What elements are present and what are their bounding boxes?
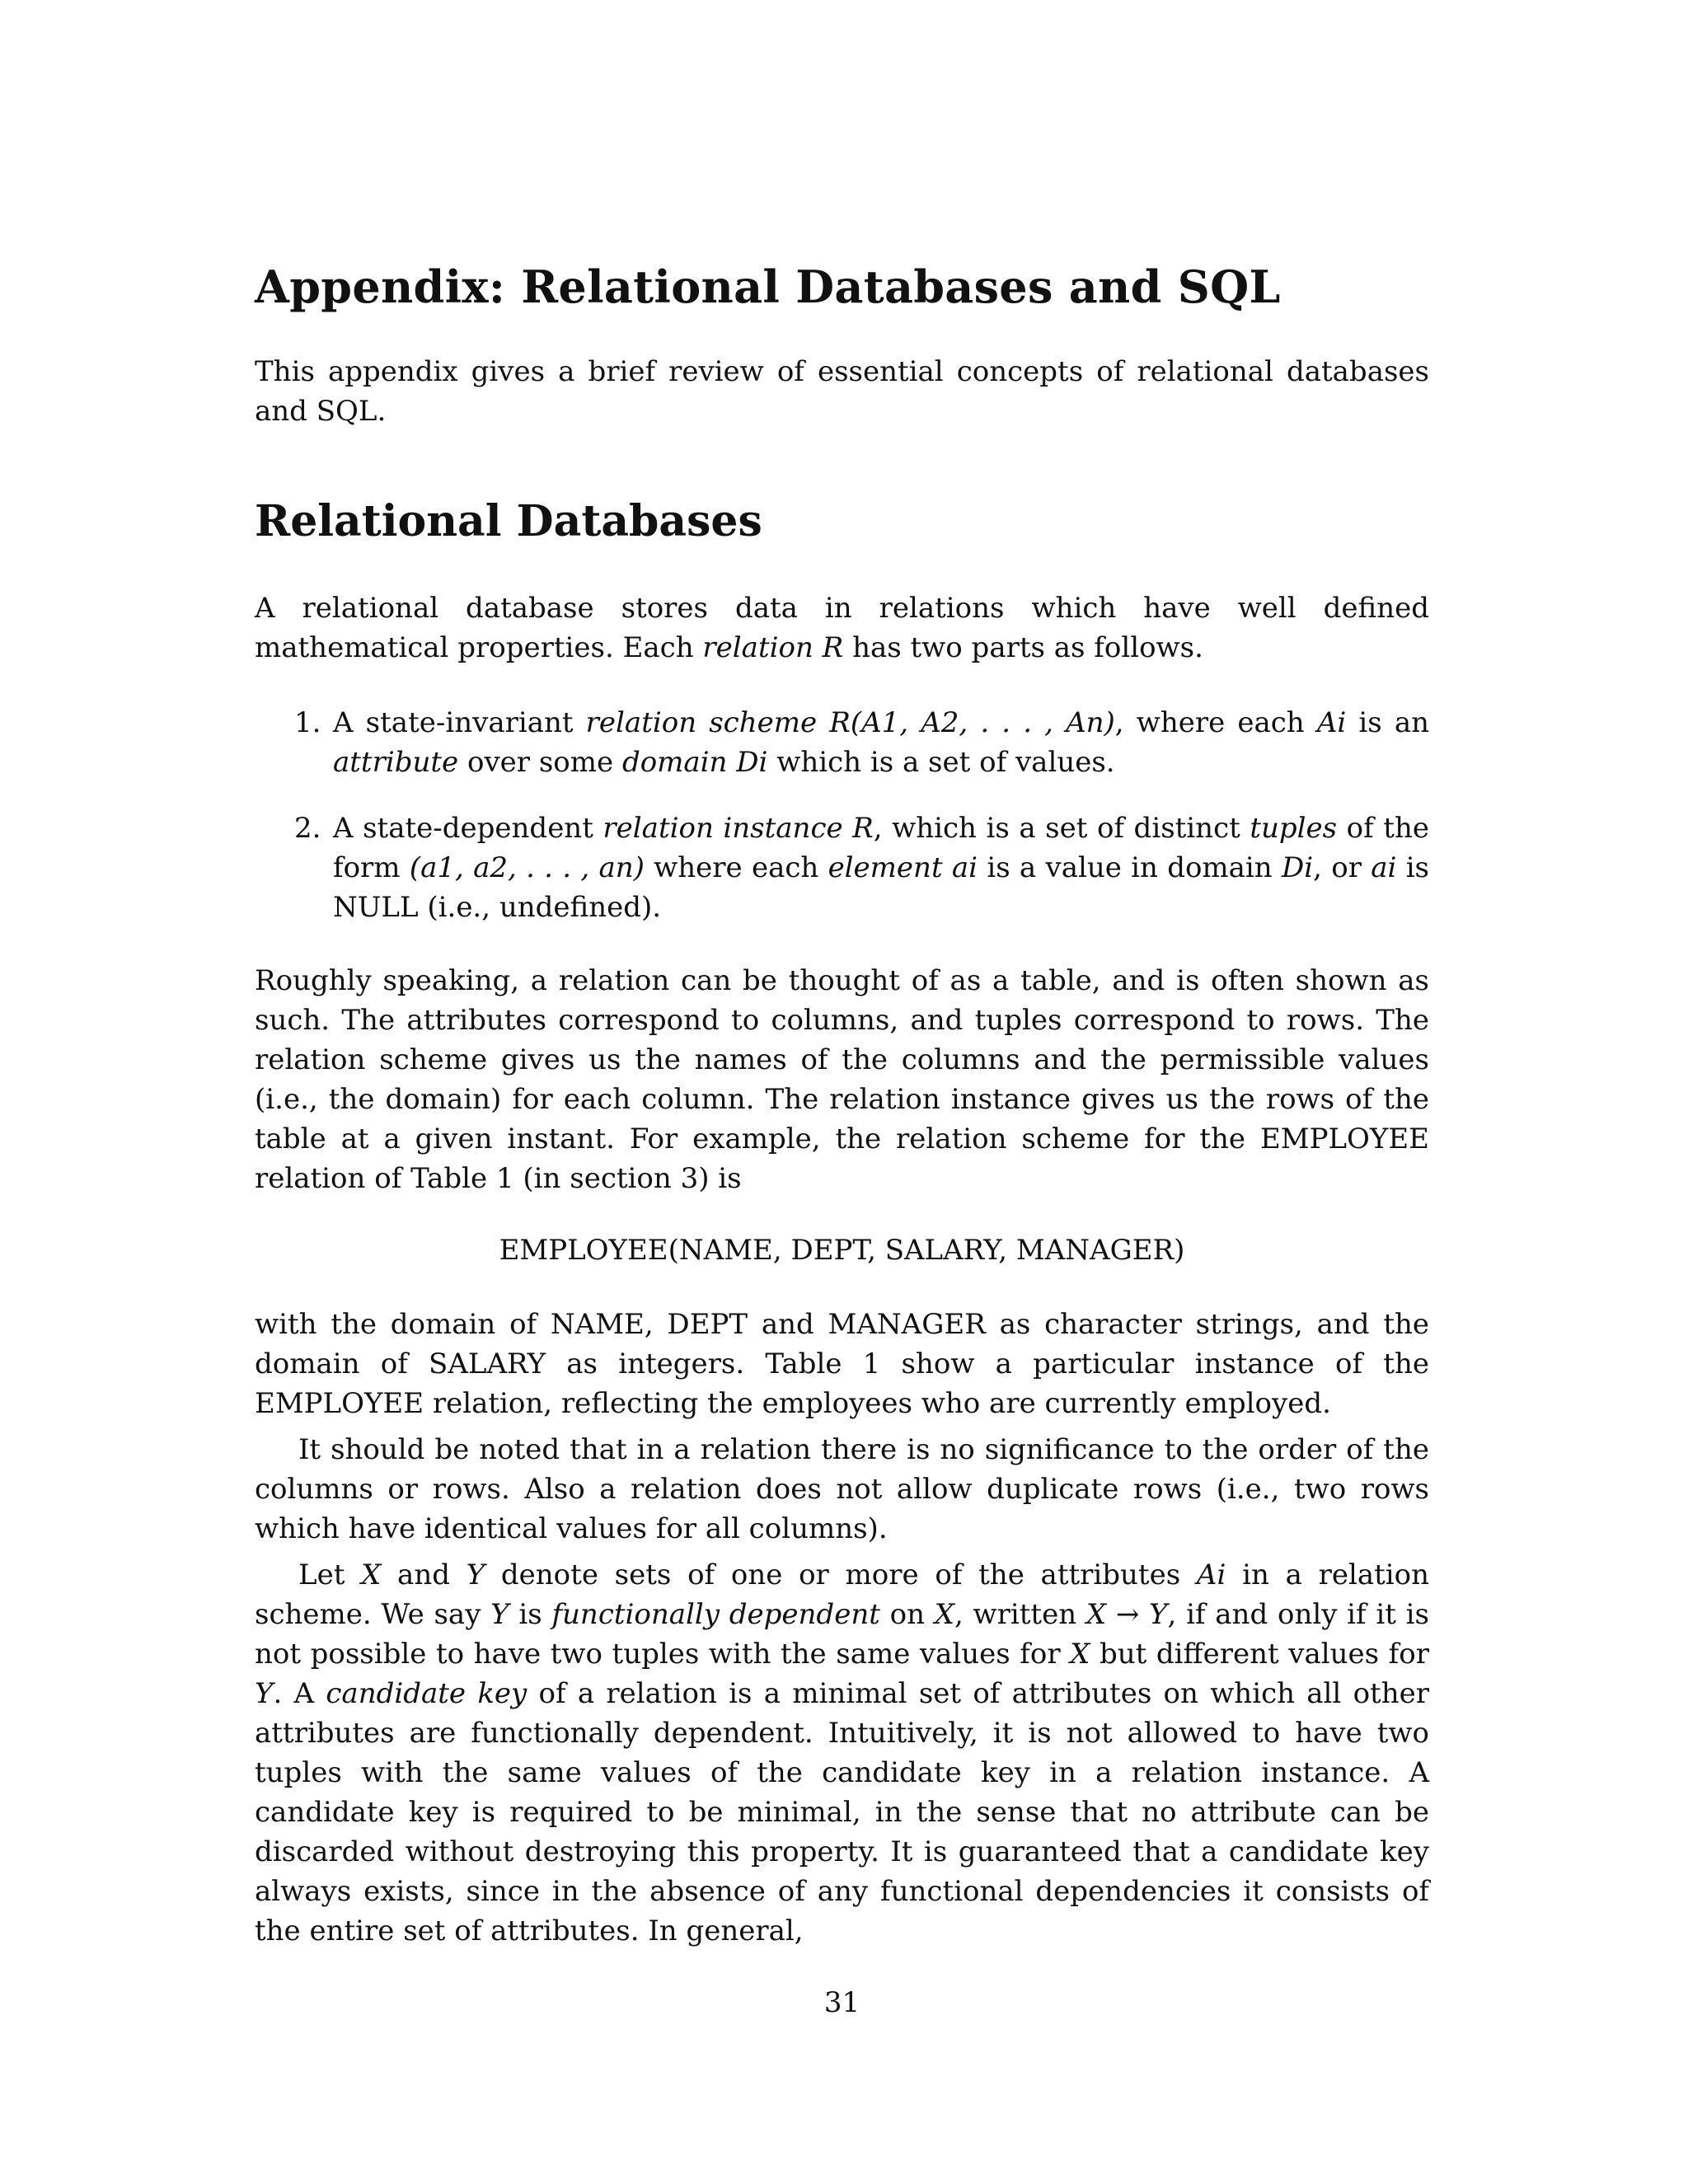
list-number: 2. [294,812,321,845]
paragraph-functional-dependency: Let X and Y denote sets of one or more of the attributes Ai in a relation scheme. We say Y is functionally dependent on X, written X → Y, if and only if it is not possible to have two tuples with the same values for X but different values for Y. A candidate key of a relation is a minimal set of attributes on which all other attributes are functionally dependent. Intuitively, it is not allowed to have two tuples with the same values of the candidate key in a relation instance. A candidate key is required to be minimal, in the sense that no attribute can be discarded without destroying this property. It is guaranteed that a candidate key always exists, since in the absence of any functional dependencies it consists of the entire set of attributes. In general, [255,1558,1429,1947]
body-paragraph [255,961,1429,1198]
body-paragraphs [255,1305,1429,1951]
relation-parts-list [255,703,1429,927]
paragraph-roughly: Roughly speaking, a relation can be thought of as a table, and is often shown as such. The attributes correspond to columns, and tuples correspond to rows. The relation scheme gives us the names of the columns and the permissible values (i.e., the domain) for each column. The relation instance gives us the rows of the table at a given instant. For example, the relation scheme for the EMPLOYEE relation of Table 1 (in section 3) is [255,964,1429,1195]
page-title: Appendix: Relational Databases and SQL [255,260,1281,313]
paragraph-noted: It should be noted that in a relation there is no significance to the order of the columns or rows. Also a relation does not allow duplicate rows (i.e., two rows which have identical values for all columns). [255,1433,1429,1545]
section-heading: Relational Databases [255,496,762,546]
section-intro-text: A relational database stores data in relations which have well defined mathematical properties. Each relation R has two parts as follows. [255,592,1429,664]
section-intro-paragraph [255,588,1429,668]
page-number: 31 [823,1986,860,2019]
display-formula: EMPLOYEE(NAME, DEPT, SALARY, MANAGER) [499,1234,1185,1267]
paragraph-domain: with the domain of NAME, DEPT and MANAGER as character strings, and the domain of SALARY as integers. Table 1 show a particular instance of the EMPLOYEE relation, reflecting the employees who are currently employed. [255,1308,1429,1420]
intro-paragraph [255,352,1429,431]
document-page [255,0,1429,2184]
list-number: 1. [294,706,321,739]
list-item: 2. A state-dependent relation instance R, which is a set of distinct tuples of the form (a1, a2, . . . , an) where each element ai is a value in domain Di, or ai is NULL (i.e., undefined). [255,808,1429,927]
intro-text: This appendix gives a brief review of essential concepts of relational databases and SQL. [255,355,1429,428]
list-item: 1. A state-invariant relation scheme R(A1, A2, . . . , An), where each Ai is an attribute over some domain Di which is a set of values. [255,703,1429,782]
